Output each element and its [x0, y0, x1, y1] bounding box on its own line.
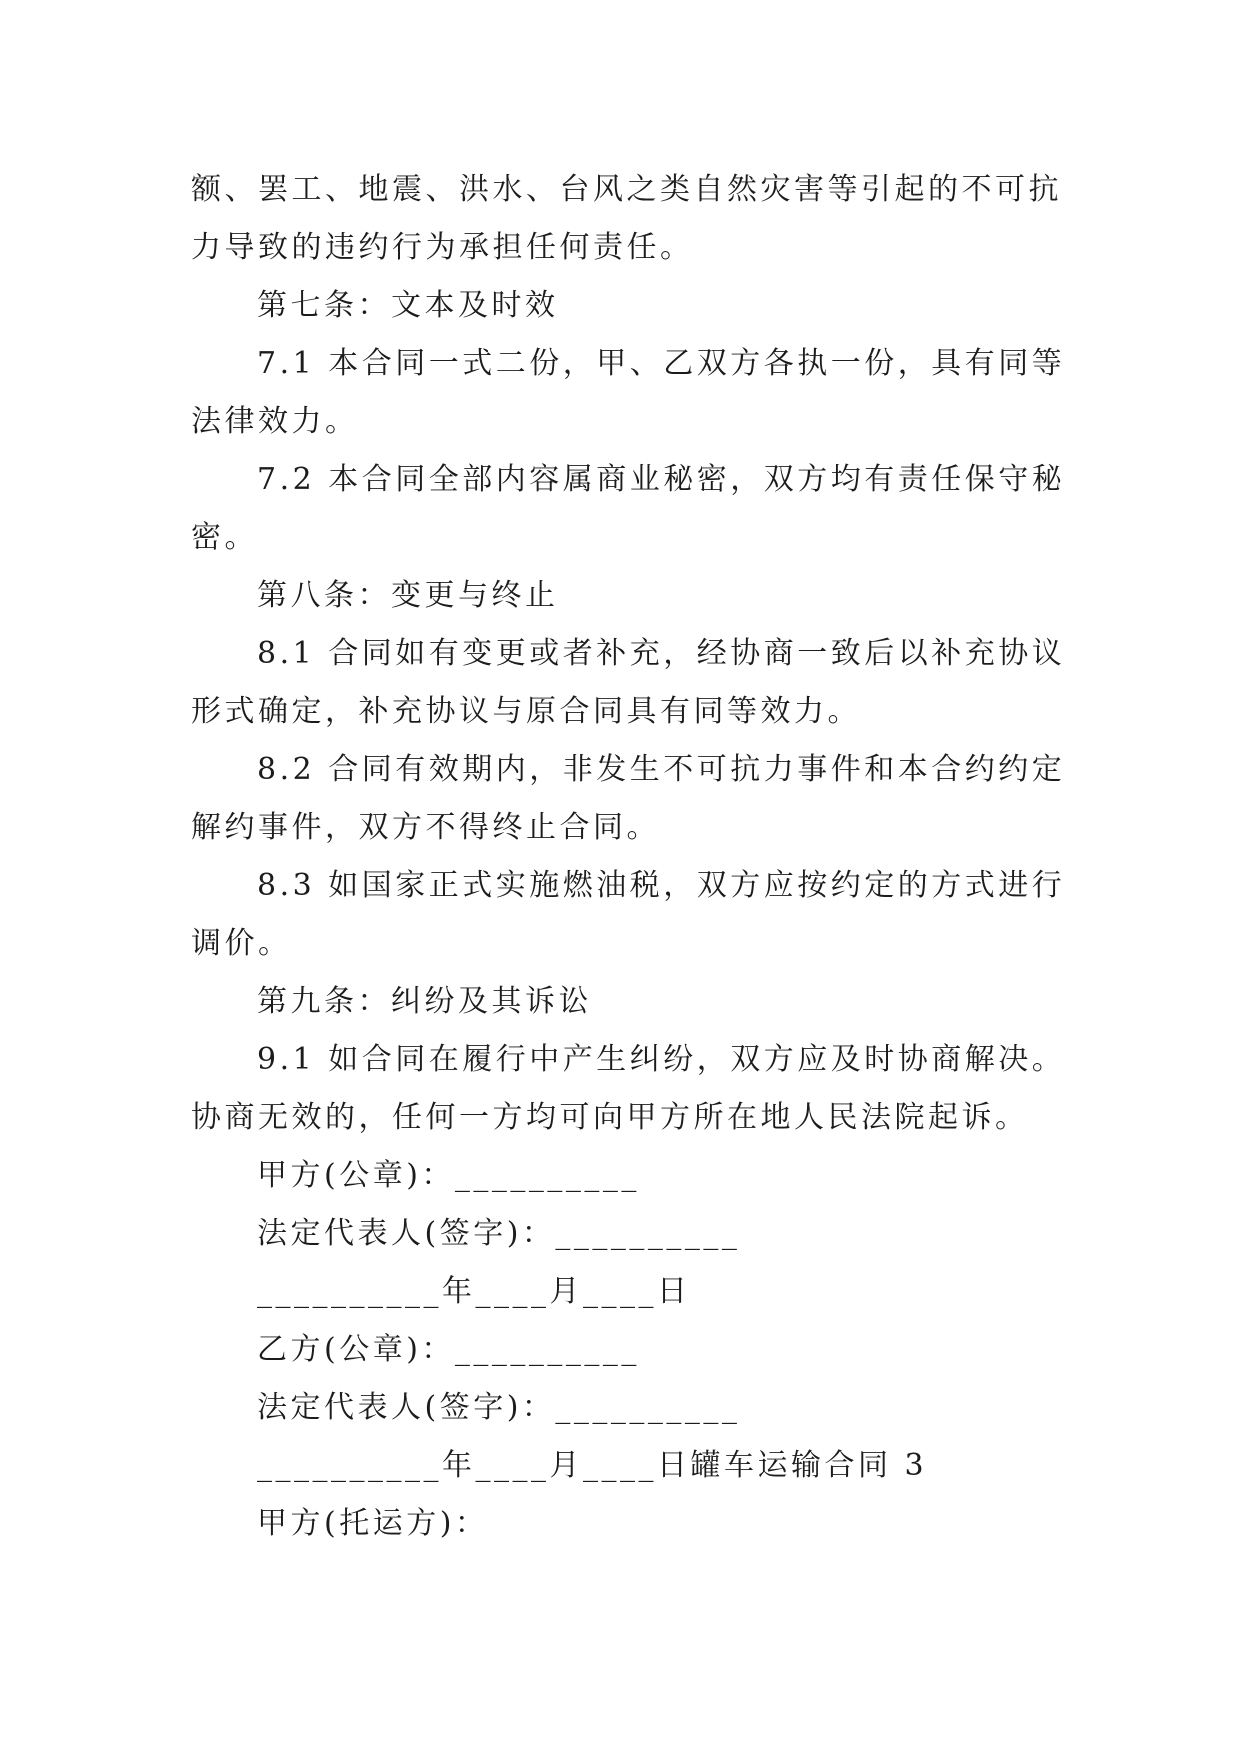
clause-line: 9.1 如合同在履行中产生纠纷，双方应及时协商解决。 [257, 1042, 1066, 1077]
clause-line: 8.2 合同有效期内，非发生不可抗力事件和本合约约定 [257, 752, 1066, 787]
party-line: 甲方(托运方)： [257, 1506, 489, 1541]
paragraph-line: 额、罢工、地震、洪水、台风之类自然灾害等引起的不可抗 [191, 172, 1062, 207]
signature-line: 甲方(公章)：__________ [257, 1158, 640, 1193]
signature-line: 法定代表人(签字)：__________ [257, 1390, 741, 1425]
signature-line: 乙方(公章)：__________ [257, 1332, 640, 1367]
clause-line: 密。 [191, 520, 258, 555]
article-heading: 第八条：变更与终止 [257, 578, 559, 613]
clause-line: 8.1 合同如有变更或者补充，经协商一致后以补充协议 [257, 636, 1066, 671]
clause-line: 法律效力。 [191, 404, 359, 439]
article-heading: 第七条：文本及时效 [257, 288, 559, 323]
clause-line: 调价。 [191, 926, 292, 961]
clause-line: 解约事件，双方不得终止合同。 [191, 810, 660, 845]
document-body [191, 161, 1066, 1553]
date-line: __________年____月____日 [257, 1274, 691, 1309]
date-line: __________年____月____日罐车运输合同 3 [257, 1448, 928, 1483]
clause-line: 形式确定，补充协议与原合同具有同等效力。 [191, 694, 861, 729]
clause-line: 协商无效的，任何一方均可向甲方所在地人民法院起诉。 [191, 1100, 1029, 1135]
clause-line: 8.3 如国家正式实施燃油税，双方应按约定的方式进行 [257, 868, 1066, 903]
paragraph-line: 力导致的违约行为承担任何责任。 [191, 230, 694, 265]
signature-line: 法定代表人(签字)：__________ [257, 1216, 741, 1251]
clause-line: 7.1 本合同一式二份，甲、乙双方各执一份，具有同等 [257, 346, 1066, 381]
article-heading: 第九条：纠纷及其诉讼 [257, 984, 592, 1019]
clause-line: 7.2 本合同全部内容属商业秘密，双方均有责任保守秘 [257, 462, 1066, 497]
